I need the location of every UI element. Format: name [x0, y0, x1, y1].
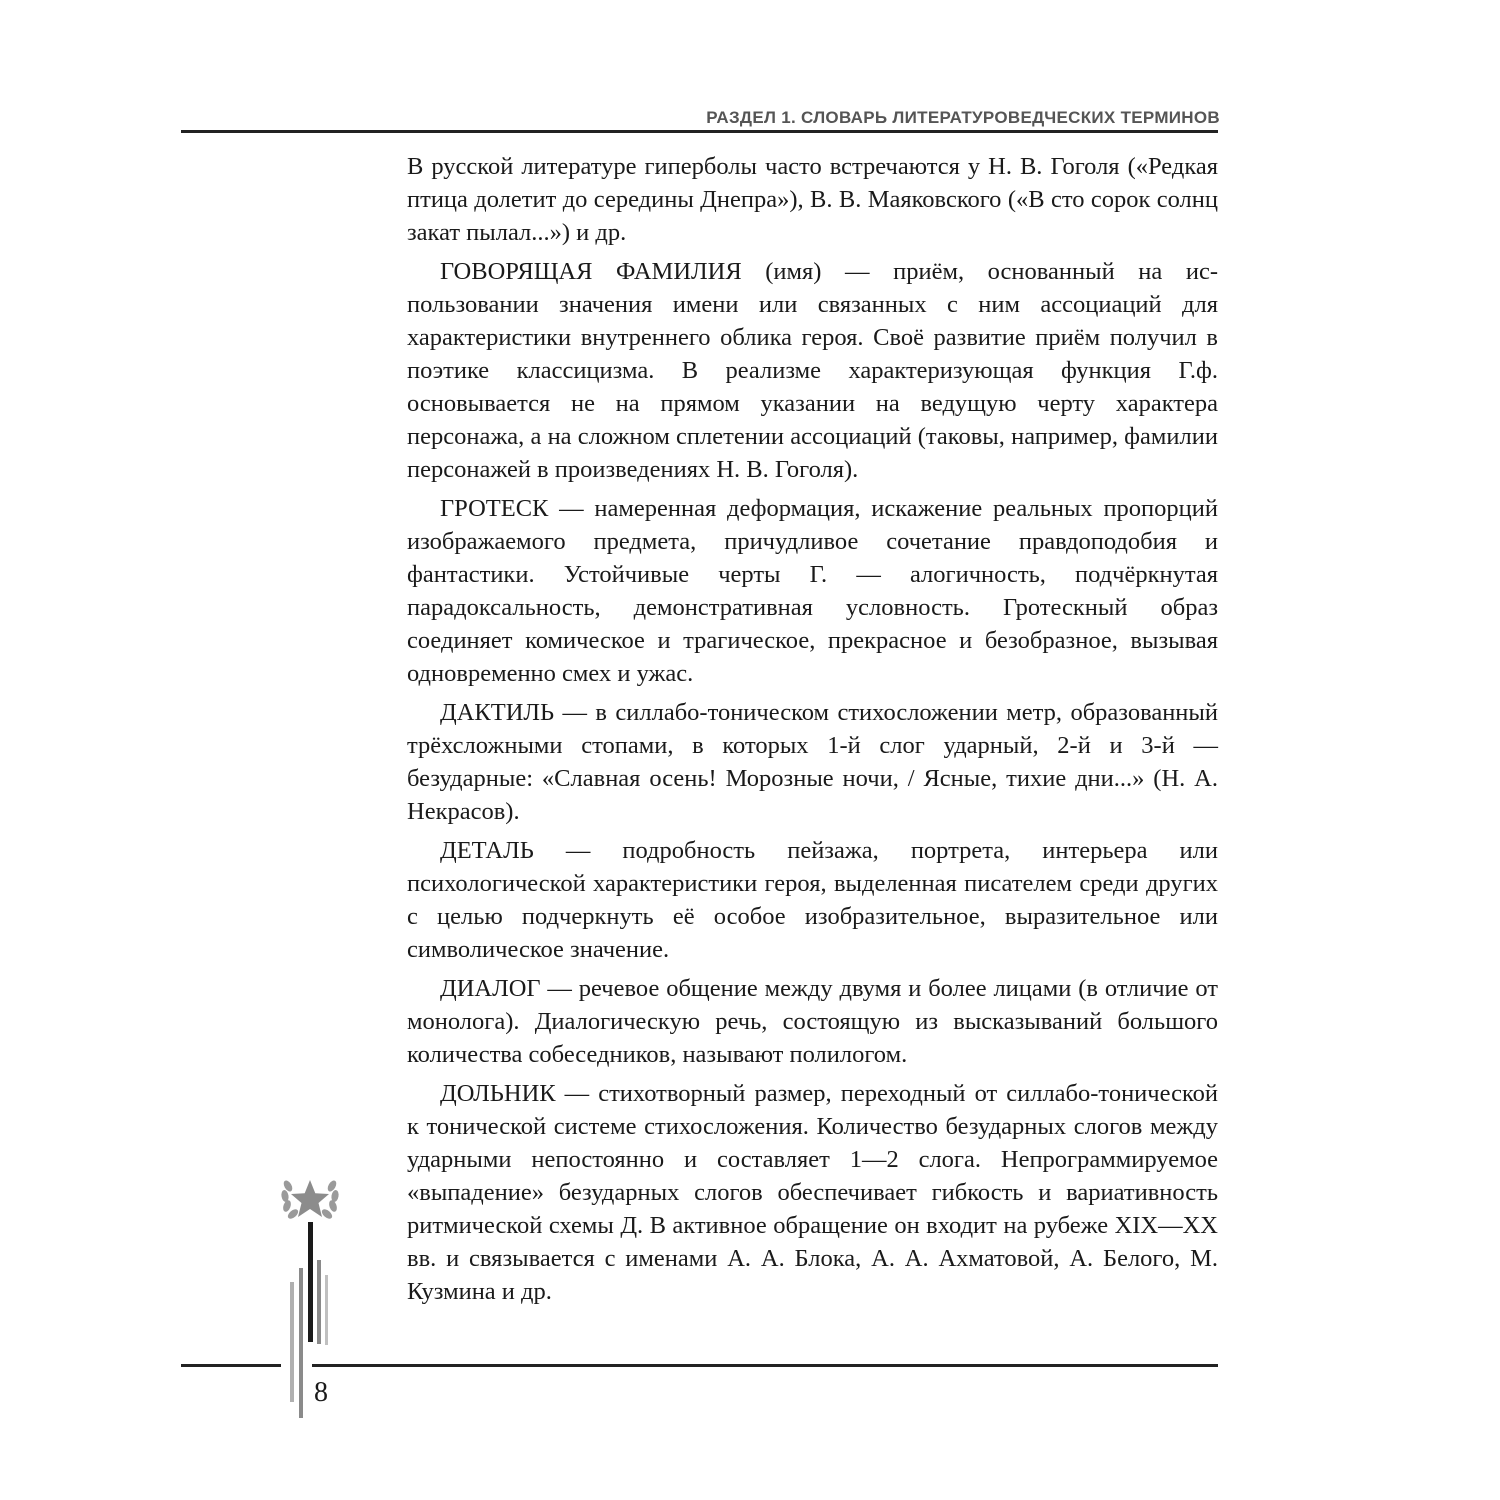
page-body: [407, 150, 1218, 1314]
entry-dolnik: ДОЛЬНИК — стихотворный размер, переходный от силлабо-тонической к тонической системе стихосложения. Количество безударных слогов между ударными непостоянно и составляет 1—2 слога. Непрограммируемое «выпадение» безударных слогов обеспечивает гибкость и вариативность ритмической схемы Д. В активное обращение он входит на рубеже XIX—XX вв. и связывается с именами А. А. Блока, А. А. Ахматовой, А. Белого, М. Кузмина и др.: [407, 1080, 1218, 1305]
section-title: РАЗДЕЛ 1. СЛОВАРЬ ЛИТЕРАТУРОВЕДЧЕСКИХ ТЕРМИНОВ: [706, 108, 1220, 127]
star-laurel-emblem-icon: [270, 1160, 350, 1420]
page-number: 8: [314, 1377, 328, 1408]
entry-grotesk: ГРОТЕСК — намеренная деформация, искажение реальных пропорций изображаемого предмета, причудливое сочетание правдоподобия и фантастики. Устойчивые черты Г. — алогичность, подчёркнутая парадоксальность, демонстративная условность. Гротескный образ соединяет комическое и трагическое, прекрасное и безобразное, вызывая одновременно смех и ужас.: [407, 495, 1218, 687]
running-header: [0, 0, 1500, 140]
header-divider: [181, 130, 1218, 133]
entry-govoryashchaya-familiya: ГОВОРЯЩАЯ ФАМИЛИЯ (имя) — приём, основанный на использовании значения имени или связанных с ним ассоциаций для характеристики внутреннего облика героя. Своё развитие приём получил в поэтике классицизма. В реализме характеризующая функция Г.ф. основывается не на прямом указании на ведущую черту характера персонажа, а на сложном сплетении ассоциаций (таковы, например, фамилии персонажей в произведениях Н. В. Гоголя).: [407, 258, 1218, 483]
footer-divider-right: [312, 1364, 1218, 1367]
paragraph-hyperbole-continuation: В русской литературе гиперболы часто встречаются у Н. В. Гоголя («Редкая птица долетит до середины Днепра»), В. В. Маяковского («В сто сорок солнц закат пылал...») и др.: [407, 153, 1218, 246]
entry-detal: ДЕТАЛЬ — подробность пейзажа, портрета, интерьера или психологической характеристики героя, выделенная писателем среди других с целью подчеркнуть её особое изобразительное, выразительное или символическое значение.: [407, 837, 1218, 963]
entry-daktil: ДАКТИЛЬ — в силлабо-тоническом стихосложении метр, образованный трёхсложными стопами, в которых 1-й слог ударный, 2-й и 3-й — безударные: «Славная осень! Морозные ночи, / Ясные, тихие дни...» (Н. А. Некрасов).: [407, 699, 1218, 825]
entry-dialog: ДИАЛОГ — речевое общение между двумя и более лицами (в отличие от монолога). Диалогическую речь, состоящую из высказываний большого количества собеседников, называют полилогом.: [407, 975, 1218, 1068]
footer-divider-left: [181, 1364, 281, 1367]
